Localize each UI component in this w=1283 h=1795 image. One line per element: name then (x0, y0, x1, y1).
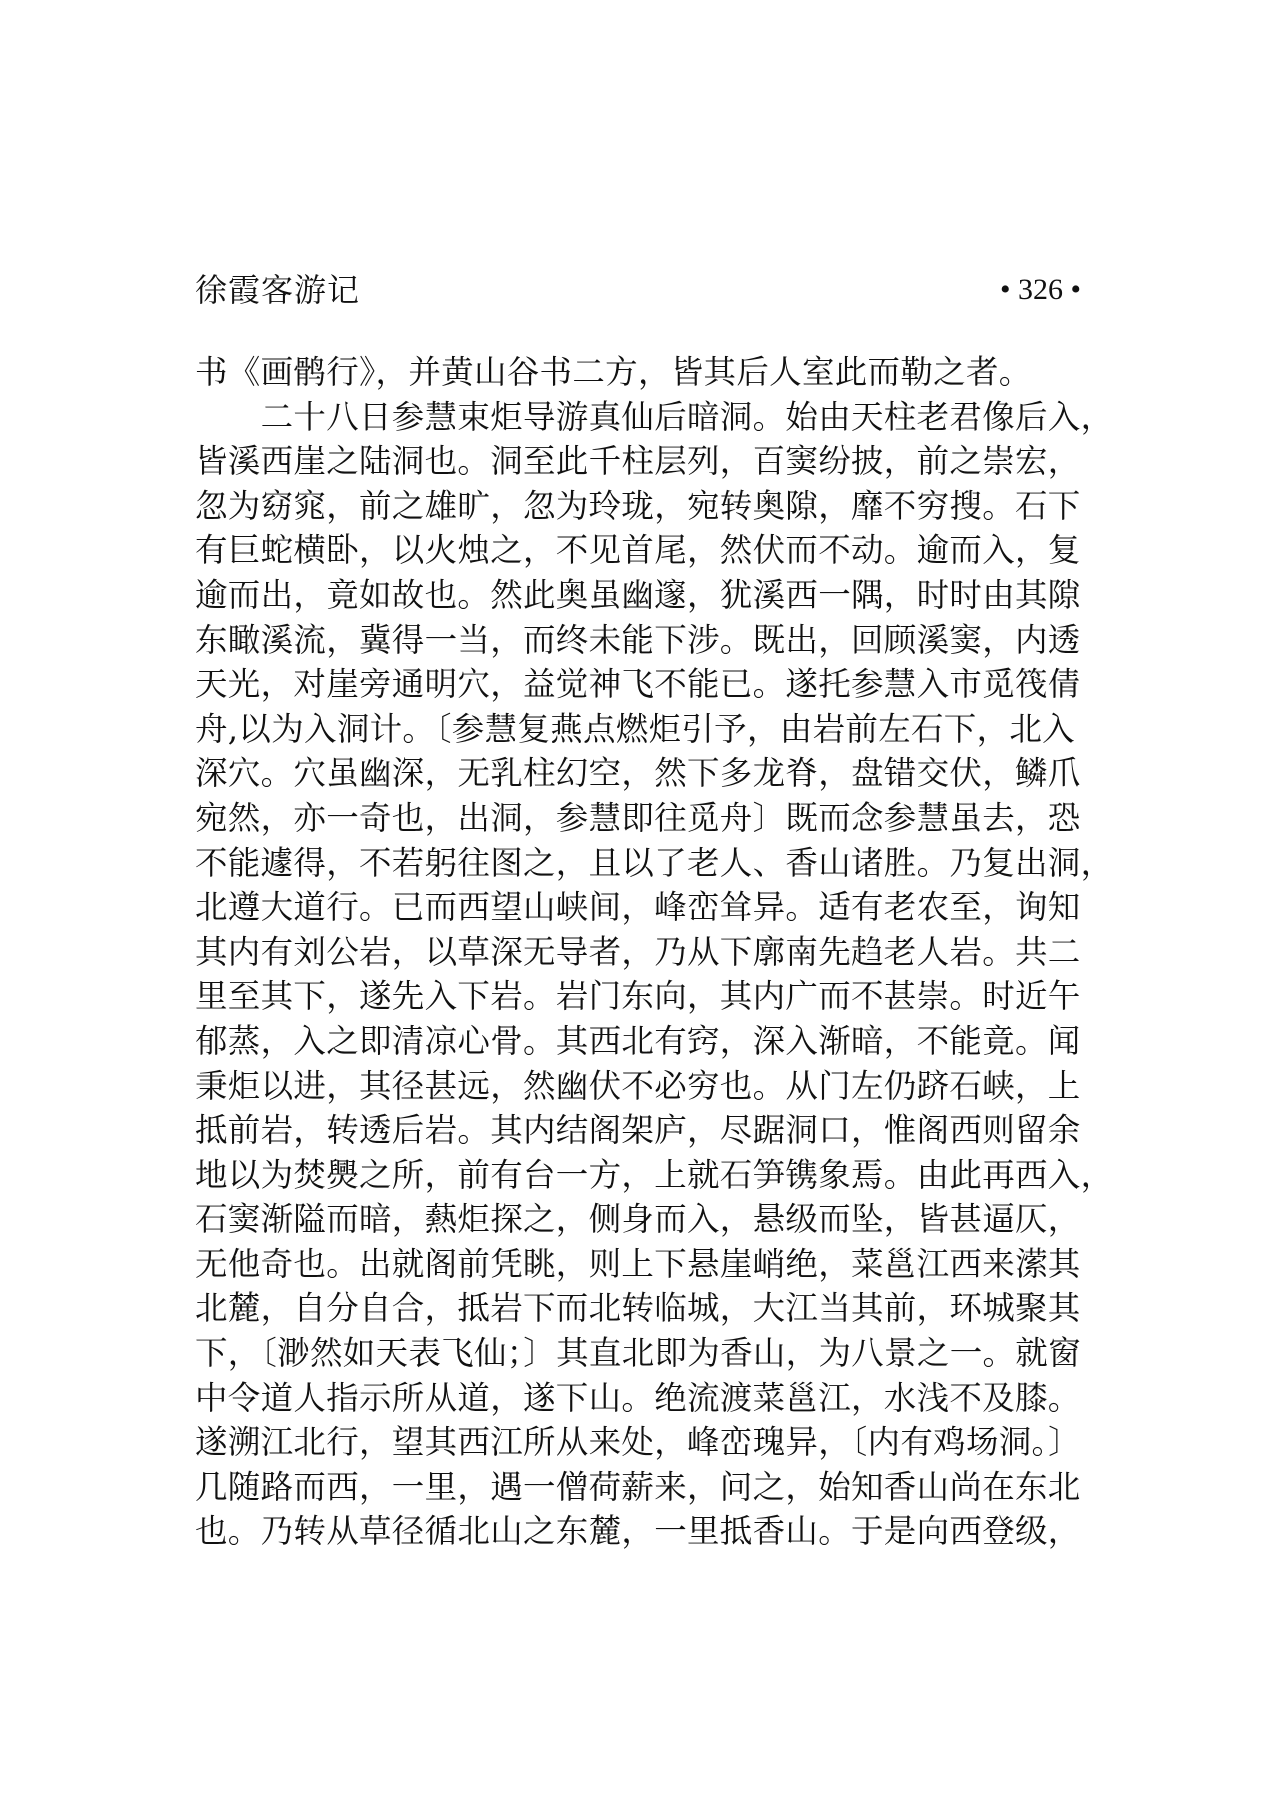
text-line: 天光，对崖旁通明穴，益觉神飞不能已。遂托参慧入市觅筏倩 (195, 665, 1081, 704)
text-line: 郁蒸，入之即清凉心骨。其西北有窍，深入渐暗，不能竟。闻 (195, 1021, 1081, 1060)
page-number: • 326 • (999, 273, 1081, 306)
text-line: 东瞰溪流，冀得一当，而终未能下涉。既出，回顾溪窦，内透 (195, 620, 1081, 659)
text-line: 北麓，自分自合，抵岩下而北转临城，大江当其前，环城聚其 (195, 1289, 1081, 1328)
text-line: 逾而出，竟如故也。然此奥虽幽邃，犹溪西一隅，时时由其隙 (195, 575, 1081, 614)
text-line: 深穴。穴虽幽深，无乳柱幻空，然下多龙脊，盘错交伏，鳞爪 (195, 754, 1081, 793)
text-line: 不能遽得，不若躬往图之，且以了老人、香山诸胜。乃复出洞， (195, 843, 1114, 882)
text-line: 无他奇也。出就阁前凭眺，则上下悬崖峭绝，菜邕江西来潆其 (195, 1244, 1081, 1283)
text-line: 有巨蛇横卧，以火烛之，不见首尾，然伏而不动。逾而入，复 (195, 531, 1081, 570)
body-text (195, 350, 1114, 1554)
text-line: 舟,以为入洞计。〔参慧复燕点燃炬引予，由岩前左石下，北入 (195, 709, 1075, 748)
text-line: 其内有刘公岩，以草深无导者，乃从下廓南先趋老人岩。共二 (195, 932, 1081, 971)
text-line: 几随路而西，一里，遇一僧荷薪来，问之，始知香山尚在东北 (195, 1467, 1081, 1506)
text-line: 宛然，亦一奇也，出洞，参慧即往觅舟〕既而念参慧虽去，恐 (195, 798, 1081, 837)
text-line: 也。乃转从草径循北山之东麓，一里抵香山。于是向西登级， (195, 1512, 1081, 1551)
text-line: 中令道人指示所从道，遂下山。绝流渡菜邕江，水浅不及膝。 (195, 1378, 1081, 1417)
book-title: 徐霞客游记 (195, 271, 361, 309)
text-line: 地以为焚爂之所，前有台一方，上就石笋镌象焉。由此再西入， (195, 1155, 1114, 1194)
text-line: 遂溯江北行，望其西江所从来处，峰峦瑰异，〔内有鸡场洞。〕 (195, 1423, 1081, 1462)
text-line: 忽为窈窕，前之雄旷，忽为玲珑，宛转奥隙，靡不穷搜。石下 (195, 486, 1081, 525)
text-line: 石窦渐隘而暗，爇炬探之，侧身而入，悬级而坠，皆甚逼仄， (195, 1200, 1081, 1239)
text-line: 书《画鹘行》，并黄山谷书二方，皆其后人室此而勒之者。 (195, 353, 1032, 391)
page-header (195, 266, 1081, 314)
text-line: 二十八日参慧束炬导游真仙后暗洞。始由天柱老君像后入， (195, 397, 1114, 436)
text-line: 抵前岩，转透后岩。其内结阁架庐，尽踞洞口，惟阁西则留余 (195, 1111, 1081, 1150)
text-line: 皆溪西崖之陆洞也。洞至此千柱层列，百窦纷披，前之崇宏， (195, 442, 1081, 481)
text-line: 北遵大道行。已而西望山峡间，峰峦耸异。适有老农至，询知 (195, 888, 1081, 927)
text-line: 秉炬以进，其径甚远，然幽伏不必穷也。从门左仍跻石峡，上 (195, 1066, 1081, 1105)
text-line: 下，〔渺然如天表飞仙；〕其直北即为香山，为八景之一。就窗 (195, 1334, 1081, 1373)
text-line: 里至其下，遂先入下岩。岩门东向，其内广而不甚崇。时近午 (195, 977, 1081, 1016)
